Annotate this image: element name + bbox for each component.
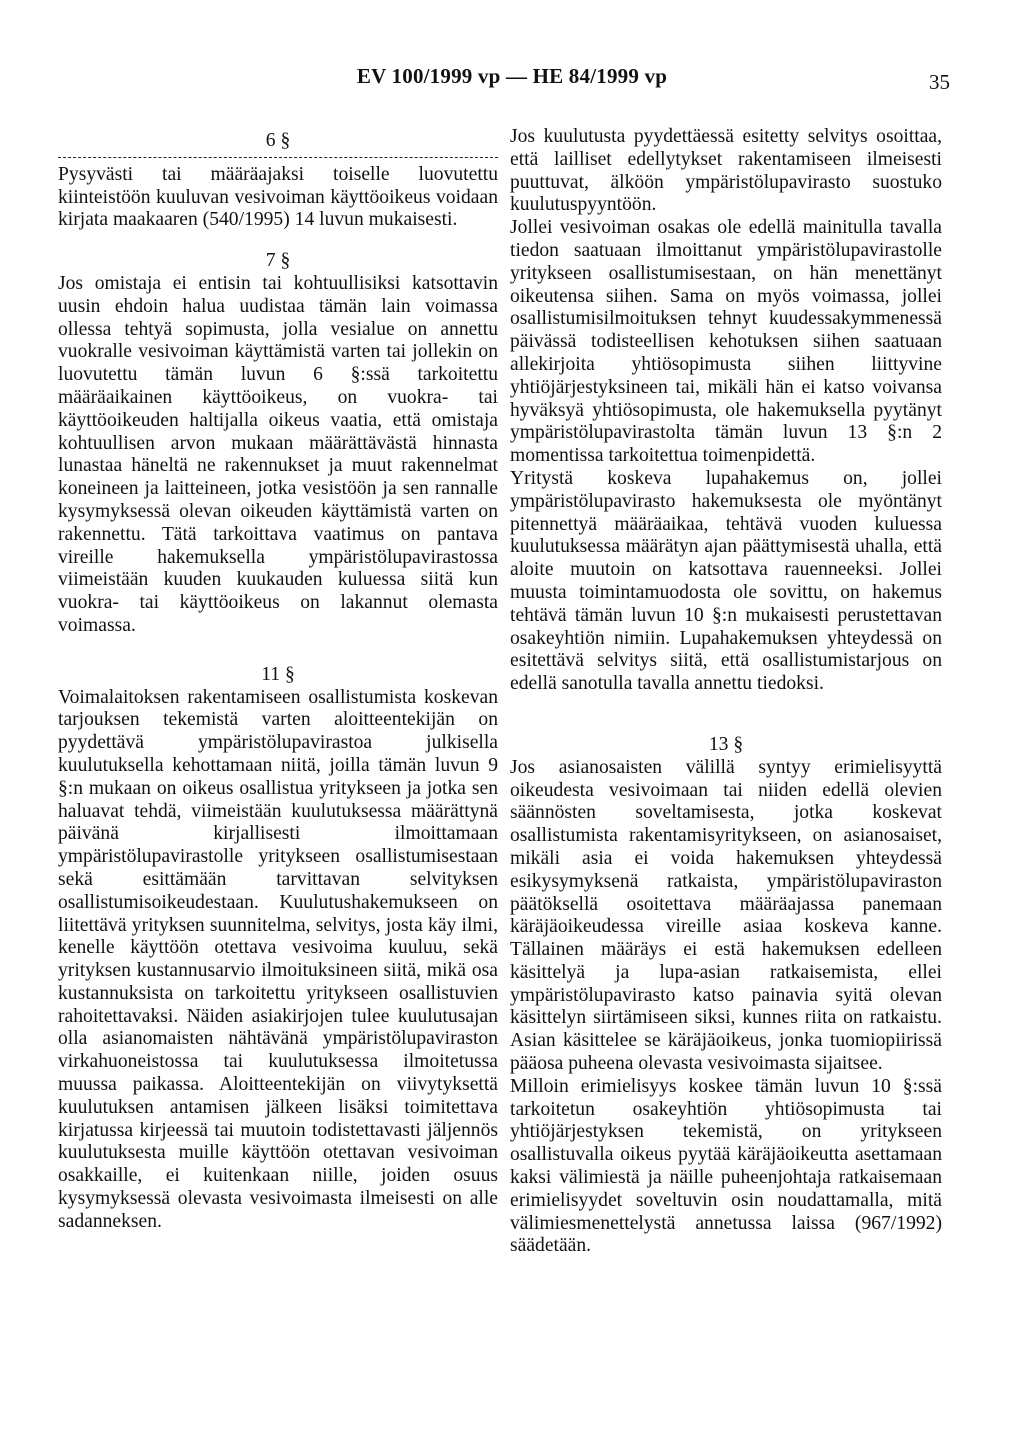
right-column [510,126,942,1258]
right-paragraph-1: Jos kuulutusta pyydettäessä esitetty selvitys osoittaa, että lailliset edellytykset rakentamiseen ilmeisesti puuttuvat, älköön ympäristölupavirasto suostuko kuulutuspyyntöön. [510,126,942,216]
section-7-heading: 7 § [265,250,291,272]
section-6-text: Pysyvästi tai määräajaksi toiselle luovutettu kiinteistöön kuuluvan vesivoiman käyttöoikeus voidaan kirjata maakaaren (540/1995) 14 luvun mukaisesti. [58,163,498,231]
section-6-heading: 6 § [265,130,291,151]
right-paragraph-3: Yritystä koskeva lupahakemus on, jollei ympäristölupavirasto hakemuksesta ole myöntänyt pitennettyä määräaikaa, tehtävä vuoden kuluessa kuulutuksessa määrätyn ajan päättymisestä uhalla, että aloite muutoin on katsottava rauenneeksi. Jollei muusta toimintamuodosta ole sovittu, on hakemus tehtävä tämän luvun 10 §:n mukaisesti perustettavan osakeyhtiön nimiin. Lupahakemuksen yhteydessä on esitettävä selvitys siitä, että osallistumistarjous on edellä sanotulla tavalla annettu tiedoksi. [510,467,942,695]
dashed-divider [58,157,498,158]
section-13-paragraph-1: Jos asianosaisten välillä syntyy erimielisyyttä oikeudesta vesivoimaan tai niiden edellä olevien säännösten soveltamisesta, jotka koskevat osallistumista rakentamisyritykseen, on asianosaiset, mikäli asia ei voida hakemuksen yhteydessä esikysymyksenä ratkaista, ympäristölupaviraston päätöksellä osoitettava määräajassa panemaan käräjäoikeudessa vireille asiaa koskeva kanne. Tällainen määräys ei estä hakemuksen edelleen käsittelyä ja lupa-asian ratkaisemista, ellei ympäristölupavirasto katso painavia syitä olevan käsittelyn siirtämiseen siksi, kunnes riita on ratkaistu. Asian käsittelee se käräjäoikeus, jonka tuomiopiirissä pääosa puheena olevasta vesivoimasta sijaitsee. [510,756,942,1075]
section-11-heading: 11 § [261,663,295,685]
section-13-heading: 13 § [708,733,744,755]
left-column [58,126,498,1234]
section-11-text: Voimalaitoksen rakentamiseen osallistumista koskevan tarjouksen tekemistä varten aloitteentekijän on pyydettävä ympäristölupavirastoa julkisella kuulutuksella kehottamaan niitä, joilla tämän luvun 9 §:n mukaan on oikeus osallistua yritykseen ja jotka sen haluavat tehdä, viimeistään kuulutuksessa määrättynä päivänä kirjallisesti ilmoittamaan ympäristölupavirastolle yritykseen osallistumisestaan sekä esittämään tarvittavan selvityksen osallistumisoikeudestaan. Kuulutushakemukseen on liitettävä yrityksen suunnitelma, selvitys, josta käy ilmi, kenelle käyttöön otettava vesivoima kuuluu, sekä yrityksen kustannusarvio ilmoituksineen siitä, mikä osa kustannuksista on tarkoitettu yritykseen osallistuvien rahoitettavaksi. Näiden asiakirjojen tulee kuulutusajan olla asianomaisten nähtävänä ympäristölupaviraston virkahuoneistossa tai kuulutuksessa ilmoitetussa muussa paikassa. Aloitteentekijän on viivytyksettä kuulutuksen antamisen jälkeen lisäksi toimitettava kirjatussa kirjeessä tai muutoin todistettavasti jäljennös kuulutuksesta muille käyttöön otettavan vesivoiman osakkaille, ei kuitenkaan niille, joiden osuus kysymyksessä olevasta vesivoimasta ilmeisesti on alle sadanneksen. [58,686,498,1232]
right-paragraph-2: Jollei vesivoiman osakas ole edellä mainitulla tavalla tiedon saatuaan ilmoittanut ympäristölupavirastolle yritykseen osallistumisestaan, on hän menettänyt oikeutensa siihen. Sama on myös voimassa, jollei osallistumisilmoituksen tehnyt kuudessakymmenessä päivässä todisteellisen kehotuksen siihen saatuaan allekirjoita yhtiösopimusta siihen liittyvine yhtiöjärjestyksineen tai, mikäli hän ei katso voivansa hyväksyä yhtiösopimusta, ole hakemuksella pyytänyt ympäristölupavirastolta tämän luvun 13 §:n 2 momentissa tarkoitettua toimenpidettä. [510,217,942,467]
running-head: EV 100/1999 vp — HE 84/1999 vp [356,64,668,88]
page-header [0,64,1024,104]
section-13-paragraph-2: Milloin erimielisyys koskee tämän luvun 10 §:ssä tarkoitetun osakeyhtiön yhtiösopimusta tai yhtiöjärjestyksen tekemistä, on yritykseen osallistuvalla oikeus pyytää käräjäoikeutta asettamaan kaksi välimiestä ja näille puheenjohtaja ratkaisemaan erimielisyydet soveltuvin osin noudattamalla, mitä välimiesmenettelystä annetussa laissa (967/1992) säädetään. [510,1075,942,1257]
section-7-text: Jos omistaja ei entisin tai kohtuullisiksi katsottavin uusin ehdoin halua uudistaa tämän lain voimassa ollessa tehtyä sopimusta, jolla vesialue on annettu vuokralle vesivoiman käyttämistä varten tai jollekin on luovutettu tämän luvun 6 §:ssä tarkoitettu määräaikainen käyttöoikeus, on vuokra- tai käyttöoikeuden haltijalla oikeus vaatia, että omistaja kohtuullisen arvon mukaan määrättävästä hinnasta lunastaa häneltä ne rakennukset ja muut rakennelmat koneineen ja laitteineen, jotka vesistöön ja sen rannalle kysymyksessä olevan oikeuden käyttämistä varten on rakennettu. Tätä tarkoittava vaatimus on pantava vireille hakemuksella ympäristölupavirastossa viimeistään kuuden kuukauden kuluessa siitä kun vuokra- tai käyttöoikeus on lakannut olemasta voimassa. [58,272,498,636]
page-number: 35 [929,70,950,94]
